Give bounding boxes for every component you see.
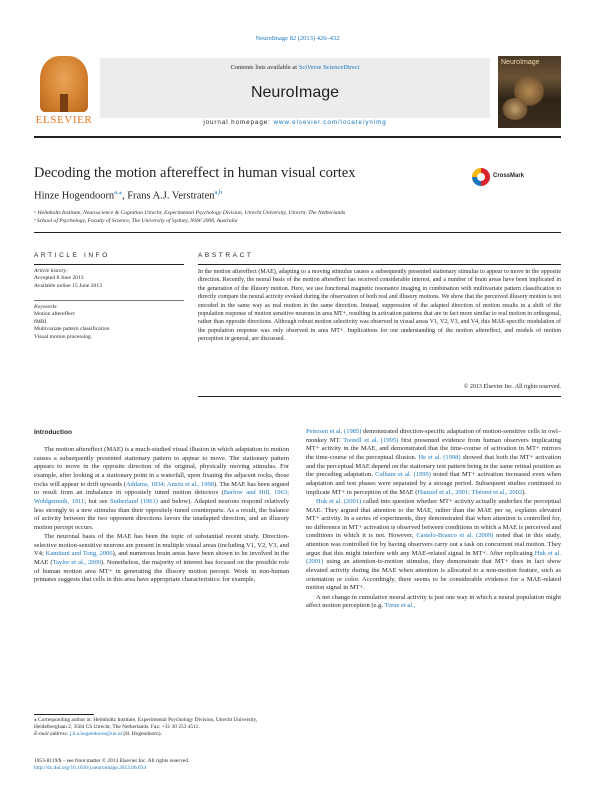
accepted-date: Accepted 8 June 2013	[34, 275, 84, 282]
email-link[interactable]: j.h.a.hogendoorn@uu.nl	[69, 731, 123, 738]
author-list	[34, 188, 222, 202]
citation-link[interactable]: Tootell et al. (1995)	[343, 436, 399, 444]
citation-link[interactable]: Hautzel et al., 2001; Théoret et al., 2002	[417, 488, 523, 496]
body-text: ). The MAE has been argued to result from an imbalance in oppositely tuned motion detectors (	[34, 480, 289, 497]
crossmark-icon	[472, 168, 490, 186]
journal-homepage-line	[100, 119, 490, 126]
footnote-rule	[34, 714, 94, 715]
bottom-publication-info	[34, 758, 289, 772]
available-date: Available online 15 June 2013	[34, 282, 102, 289]
affiliation-b: ᵇ School of Psychology, Faculty of Science, The University of Sydney, NSW 2006, Australia	[34, 218, 238, 224]
body-text: ). Nonetheless, the majority of interest has focused on the possible role of human motion area MT+ in generating the illusory motion percept. Work in non-human primates suggests that cells in this area have appropriate characteristics: for example,	[34, 559, 289, 584]
body-text: noted that MT+ activation increased even when adaptation and test phases were separated by a storage period. Subsequent studies continued to implicate MT+ in perception of the MAE (	[306, 471, 562, 496]
keyword: Multivariate pattern classification	[34, 326, 110, 333]
email-label: E-mail address:	[34, 731, 70, 738]
keywords	[34, 304, 184, 341]
body-text: The motion aftereffect (MAE) is a much-studied visual illusion in which adaptation to motion causes a subsequently presented stationary pattern to appear to move. The stationary pattern appears to move in the opposite direction of the original, physically moving stimulus. For example, after looking at a stationary point in a waterfall, upon fixating the adjacent rocks, those rocks will appear to drift upwards (	[34, 446, 289, 488]
article-history	[34, 268, 184, 290]
cover-title: NeuroImage	[501, 59, 540, 66]
elsevier-wordmark: ELSEVIER	[35, 114, 93, 126]
contents-prefix: Contents lists available at	[230, 64, 299, 71]
author-name: Hinze Hogendoorn	[34, 190, 115, 202]
homepage-link[interactable]: www.elsevier.com/locate/ynimg	[273, 119, 387, 126]
author-separator: ,	[121, 190, 128, 202]
body-text: and below). Adapted neurons respond relatively less strongly to a new stimulus than their oppositely-tuned counterparts. As a result, the balance of activity between the two opponent directions favors the unadapted direction, and an illusory motion percept occurs.	[34, 497, 289, 531]
article-info-heading: ARTICLE INFO	[34, 252, 110, 259]
author-affiliation-mark[interactable]: a,⁎	[114, 189, 122, 196]
email-line	[34, 731, 289, 738]
homepage-prefix: journal homepage:	[203, 119, 274, 126]
journal-title: NeuroImage	[250, 84, 340, 101]
body-text: demonstrated direction-specific adaptation of motion-sensitive cells in owl–monkey MT.	[306, 428, 562, 444]
body-text: ), and numerous brain areas have been shown to be involved in the MAE (	[34, 550, 289, 567]
body-text: ; but see	[84, 497, 110, 505]
crossmark-badge[interactable]	[472, 168, 562, 188]
article-info-rule	[34, 264, 184, 265]
author-affiliation-mark[interactable]: a,b	[214, 189, 223, 196]
body-text: showed that both the MT+ activation and the perceptual MAE depend on the stationary test pattern being in the same retinal position as the preceding adaptation.	[306, 453, 561, 479]
body-text: The neuronal basis of the MAE has been the topic of substantial recent study. Direction-selective motion-sensitive neurons are present in multiple visual areas (including V1, V2, V3, and V4;	[34, 533, 289, 558]
citation-link[interactable]: Petersen et al. (1985)	[306, 428, 362, 435]
keyword: fMRI	[34, 318, 47, 325]
citation-link[interactable]: Huk et al. (2001)	[306, 549, 562, 566]
citation-link[interactable]: Sutherland (1961)	[109, 497, 158, 505]
sciencedirect-link[interactable]: SciVerse ScienceDirect	[298, 64, 360, 71]
citation-link[interactable]: Barlow and Hill, 1963; Wohlgemuth, 1911	[34, 489, 289, 505]
email-suffix: (H. Hogendoorn).	[122, 731, 162, 738]
affiliation-rule	[34, 232, 561, 233]
article-title: Decoding the motion aftereffect in human visual cortex	[34, 165, 356, 181]
issn-line: 1053-8119/$ – see front matter © 2013 Elsevier Inc. All rights reserved.	[34, 758, 190, 764]
citation-link[interactable]: Huk et al. (2001)	[316, 497, 362, 505]
paragraph	[306, 594, 561, 611]
doi-link[interactable]: http://dx.doi.org/10.1016/j.neuroimage.2013.06.034	[34, 765, 147, 772]
citation-link[interactable]: Castelo-Branco et al. (2009)	[416, 532, 494, 540]
abstract-rule	[198, 264, 561, 265]
introduction-heading: Introduction	[34, 429, 72, 436]
abstract-text: In the motion aftereffect (MAE), adapting to a moving stimulus causes a subsequently presented stationary stimulus to appear to move in the opposite direction. Recently, the neural basis of the motion aftereffect has received considerable interest, and a number of brain areas have been implicated in the generation of the illusory motion. Here, we use functional magnetic resonance imaging in combination with multivariate pattern classification to directly compare the neural activity evoked during the observation of both real and illusory motions. We show that the perceived illusory motion is not encoded in the same way as real motion in the same direction. Instead, suppression of the adapted direction of motion results in a shift of the population response of motion sensitive neurons in area MT+, resulting in activation patterns that are in fact more similar to real motion in orthogonal, rather than opposite directions. Although robust motion selectivity was observed in visual areas V1, V2, V3, and V4, this MAE-specific modulation of the population response was only observed in area MT+. Implications for our understanding of the motion aftereffect, and models of motion perception in general, are discussed.	[198, 269, 561, 343]
keyword: Visual motion processing	[34, 333, 91, 340]
abstract-heading: ABSTRACT	[198, 252, 254, 259]
author-name: Frans A.J. Verstraten	[127, 190, 215, 202]
body-text: using an attention-to-motion stimulus, they demonstrate that MT+ does in fact show elevated activity during the MAE when attention is allocated to a non-motion feature, such as orientation or color. Accordingly, there seems to be considerable evidence for a MAE-related motion signal in MT+.	[306, 558, 561, 592]
paragraph	[34, 533, 289, 585]
elsevier-trunk-icon	[60, 94, 68, 112]
citation-link[interactable]: Culham et al. (1999)	[375, 471, 431, 479]
affiliation-a: ᵃ Helmholtz Institute, Neuroscience & Cognition Utrecht, Experimental Psychology Division, Utrecht University, Utrecht, The Netherlands	[34, 210, 346, 216]
body-column-left	[34, 446, 289, 586]
abstract-copyright: © 2013 Elsevier Inc. All rights reserved.	[463, 384, 561, 390]
corresponding-author-footnote	[34, 717, 289, 739]
body-column-right	[306, 428, 561, 612]
keywords-label: Keywords:	[34, 304, 59, 310]
contents-line	[100, 64, 490, 71]
history-label: Article history:	[34, 268, 69, 274]
paragraph	[306, 498, 561, 593]
body-text: A net change in cumulative neural activity is just one way in which a neural population might affect motion perception (e.g.	[306, 593, 561, 610]
corresponding-author-text: ⁎ Corresponding author at: Helmholtz Institute, Experimental Psychology Division, Utrecht University, Heidelberglaan 2, 3584 CS Utrecht, The Netherlands. Fax: +31 30 253 4511.	[34, 717, 258, 731]
paragraph	[306, 428, 561, 497]
paragraph	[34, 446, 289, 533]
journal-reference[interactable]: NeuroImage 82 (2013) 426–432	[255, 35, 340, 42]
body-text: first presented evidence from human observers implicating MT+ activity in the MAE, and demonstrated that the time-course of activation in MT+ mirrors the time-course of the perceptual illusion.	[306, 436, 562, 461]
body-text: noted that in this study, attention was controlled for by having observers carry out a task on concurrent real motion. They argue that this might interfere with any MAE-related signal in MT+. After replicating	[306, 532, 561, 557]
crossmark-label: CrossMark	[493, 173, 525, 179]
citation-link[interactable]: Taylor et al., 2000	[52, 559, 101, 567]
header-rule	[34, 136, 561, 138]
citation-link[interactable]: Treue et al.,	[384, 602, 416, 610]
body-text: called into question whether MT+ activity actually underlies the perceptual MAE. They argued that attention to the MAE, rather than the MAE per se, explains elevated MT+ activity. In a series of experiments, they demonstrated that when attention is controlled for, no difference in MT+ activation is observed between conditions in which a MAE is perceived and conditions in which it is not. However,	[306, 497, 562, 540]
citation-link[interactable]: Kamitani and Tong, 2006	[45, 550, 113, 558]
keyword: Motion aftereffect	[34, 311, 75, 318]
journal-cover-image	[498, 56, 561, 128]
citation-link[interactable]: He et al. (1998)	[418, 453, 461, 461]
cover-art-shape	[502, 98, 528, 120]
elsevier-logo	[34, 56, 94, 126]
body-text: ).	[522, 488, 526, 496]
citation-link[interactable]: Addams, 1834; Anstis et al., 1998	[125, 480, 215, 488]
abstract-bottom-rule	[198, 396, 561, 397]
